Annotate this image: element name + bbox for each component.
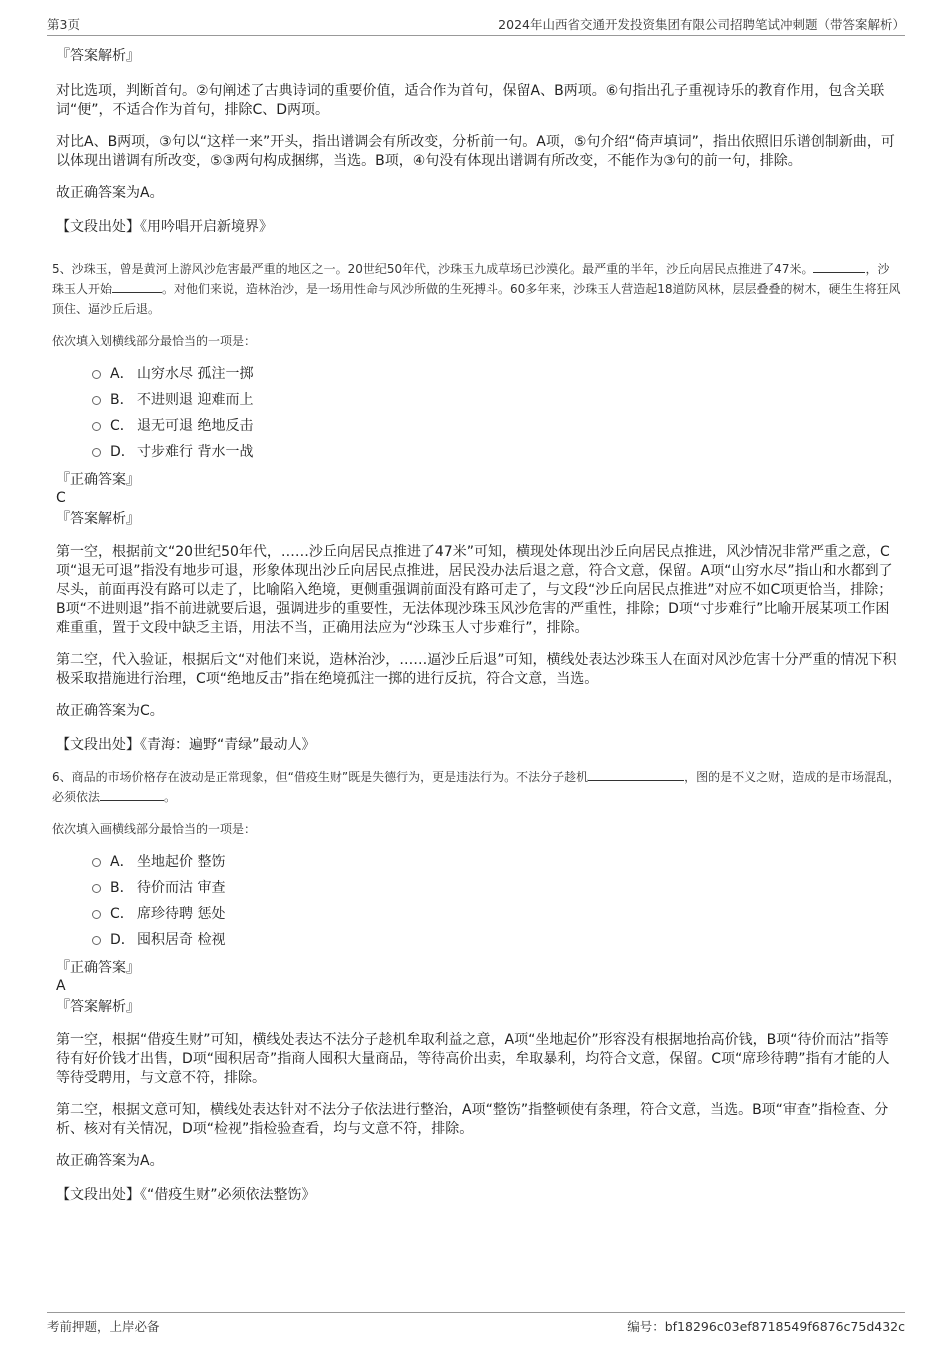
radio-icon[interactable] [92,448,101,457]
option-b[interactable]: B． 不进则退 迎难而上 [92,387,901,413]
options-list [52,849,901,953]
question-5 [52,259,901,465]
analysis-conclusion: 故正确答案为C。 [56,703,164,719]
option-c[interactable]: C． 席珍待聘 惩处 [92,901,901,927]
source-citation: 【文段出处】《“借疫生财”必须依法整饬》 [56,1187,316,1203]
question-6-text: 6、商品的市场价格存在波动是正常现象，但“借疫生财”既是失德行为，更是违法行为。不法分子趁机 ，图的是不义之财，造成的是市场混乱，必须依法 。 [52,770,901,804]
question-5-text: 5、沙珠玉，曾是黄河上游风沙危害最严重的地区之一。20世纪50年代，沙珠玉九成草场已沙漠化。最严重的半年，沙丘向居民点推进了47米。 ，沙珠玉人开始 。对他们来说，造林治沙，是一场用性命与风沙所做的生死搏斗。60多年来，沙珠玉人营造起18道防风林，层层叠叠的树木，硬生生将狂风顶住、逼沙丘后退。 [52,262,901,316]
radio-icon[interactable] [92,422,101,431]
radio-icon[interactable] [92,910,101,919]
question-6 [52,767,901,953]
radio-icon[interactable] [92,396,101,405]
question-4-analysis [56,46,901,237]
option-d[interactable]: D． 囤积居奇 检视 [92,927,901,953]
analysis-paragraph: 第一空，根据前文“20世纪50年代，……沙丘向居民点推进了47米”可知，横现处体现出沙丘向居民点推进，风沙情况非常严重之意，C项“退无可退”指没有地步可退，形象体现出沙丘向居民点推进，居民没办法后退之意，符合文意，保留。A项“山穷水尽”指山和水都到了尽头，前面再没有路可以走了，比喻陷入绝境，更侧重强调前面没有路可走了，与文段“沙丘向居民点推进”对应不如C项更恰当，排除；B项“不进则退”指不前进就要后退，强调进步的重要性，无法体现沙珠玉风沙危害的严重性，排除；D项“寸步难行”比喻开展某项工作困难重重，置于文段中缺乏主语，用法不当，正确用法应为“沙珠玉人寸步难行”，排除。 [56,544,893,636]
page-number: 第3页 [47,17,80,32]
page-content [52,46,901,1205]
question-6-answer [56,959,901,1205]
option-a[interactable]: A． 山穷水尽 孤注一掷 [92,361,901,387]
source-citation: 【文段出处】《用吟唱开启新境界》 [56,219,273,235]
analysis-paragraph: 第一空，根据“借疫生财”可知，横线处表达不法分子趁机牟取利益之意，A项“坐地起价”形容没有根据地抬高价钱，B项“待价而沽”指等待有好价钱才出售，D项“囤积居奇”指商人囤积大量商品，等待高价出卖，牟取暴利，均符合文意，保留。C项“席珍待聘”指有才能的人等待受聘用，与文意不符，排除。 [56,1032,890,1086]
radio-icon[interactable] [92,884,101,893]
question-prompt: 依次填入划横线部分最恰当的一项是： [52,334,257,348]
document-id: 编号：bf18296c03ef8718549f6876c75d432c [627,1319,905,1334]
question-prompt: 依次填入画横线部分最恰当的一项是： [52,822,257,836]
blank-2 [100,788,164,801]
analysis-paragraph: 第二空，代入验证，根据后文“对他们来说，造林治沙，……逼沙丘后退”可知，横线处表达沙珠玉人在面对风沙危害十分严重的情况下积极采取措施进行治理，C项“绝地反击”指在绝境孤注一掷的进行反抗，符合文意，当选。 [56,652,897,687]
option-b[interactable]: B． 待价而沽 审查 [92,875,901,901]
source-citation: 【文段出处】《青海：遍野“青绿”最动人》 [56,737,316,753]
footer-slogan: 考前押题，上岸必备 [47,1319,160,1334]
option-d[interactable]: D． 寸步难行 背水一战 [92,439,901,465]
page-header [47,13,905,36]
correct-answer-label: 『正确答案』 [56,472,140,488]
blank-1 [588,768,684,781]
blank-2 [112,280,162,293]
analysis-paragraph: 对比选项，判断首句。②句阐述了古典诗词的重要价值，适合作为首句，保留A、B两项。⑥句指出孔子重视诗乐的教育作用，包含关联词“便”，不适合作为首句，排除C、D两项。 [56,83,885,118]
correct-answer: A [56,978,66,994]
option-c[interactable]: C． 退无可退 绝地反击 [92,413,901,439]
analysis-conclusion: 故正确答案为A。 [56,185,164,201]
analysis-label: 『答案解析』 [56,48,140,64]
option-a[interactable]: A． 坐地起价 整饬 [92,849,901,875]
correct-answer: C [56,490,66,506]
radio-icon[interactable] [92,370,101,379]
analysis-paragraph: 对比A、B两项，③句以“这样一来”开头，指出谱调会有所改变，分析前一句。A项，⑤句介绍“倚声填词”，指出依照旧乐谱创制新曲，可以体现出谱调有所改变，⑤③两句构成捆绑，当选。B项，④句没有体现出谱调有所改变，不能作为③句的前一句，排除。 [56,134,895,169]
options-list [52,361,901,465]
question-5-answer [56,471,901,755]
page-footer [47,1312,905,1337]
analysis-conclusion: 故正确答案为A。 [56,1153,164,1169]
correct-answer-label: 『正确答案』 [56,960,140,976]
document-title: 2024年山西省交通开发投资集团有限公司招聘笔试冲刺题（带答案解析） [498,17,905,32]
blank-1 [813,260,865,273]
radio-icon[interactable] [92,858,101,867]
analysis-label: 『答案解析』 [56,999,140,1015]
radio-icon[interactable] [92,936,101,945]
analysis-label: 『答案解析』 [56,511,140,527]
analysis-paragraph: 第二空，根据文意可知，横线处表达针对不法分子依法进行整治，A项“整饬”指整顿使有条理，符合文意，当选。B项“审查”指检查、分析、核对有关情况，D项“检视”指检验查看，均与文意不符，排除。 [56,1102,889,1137]
